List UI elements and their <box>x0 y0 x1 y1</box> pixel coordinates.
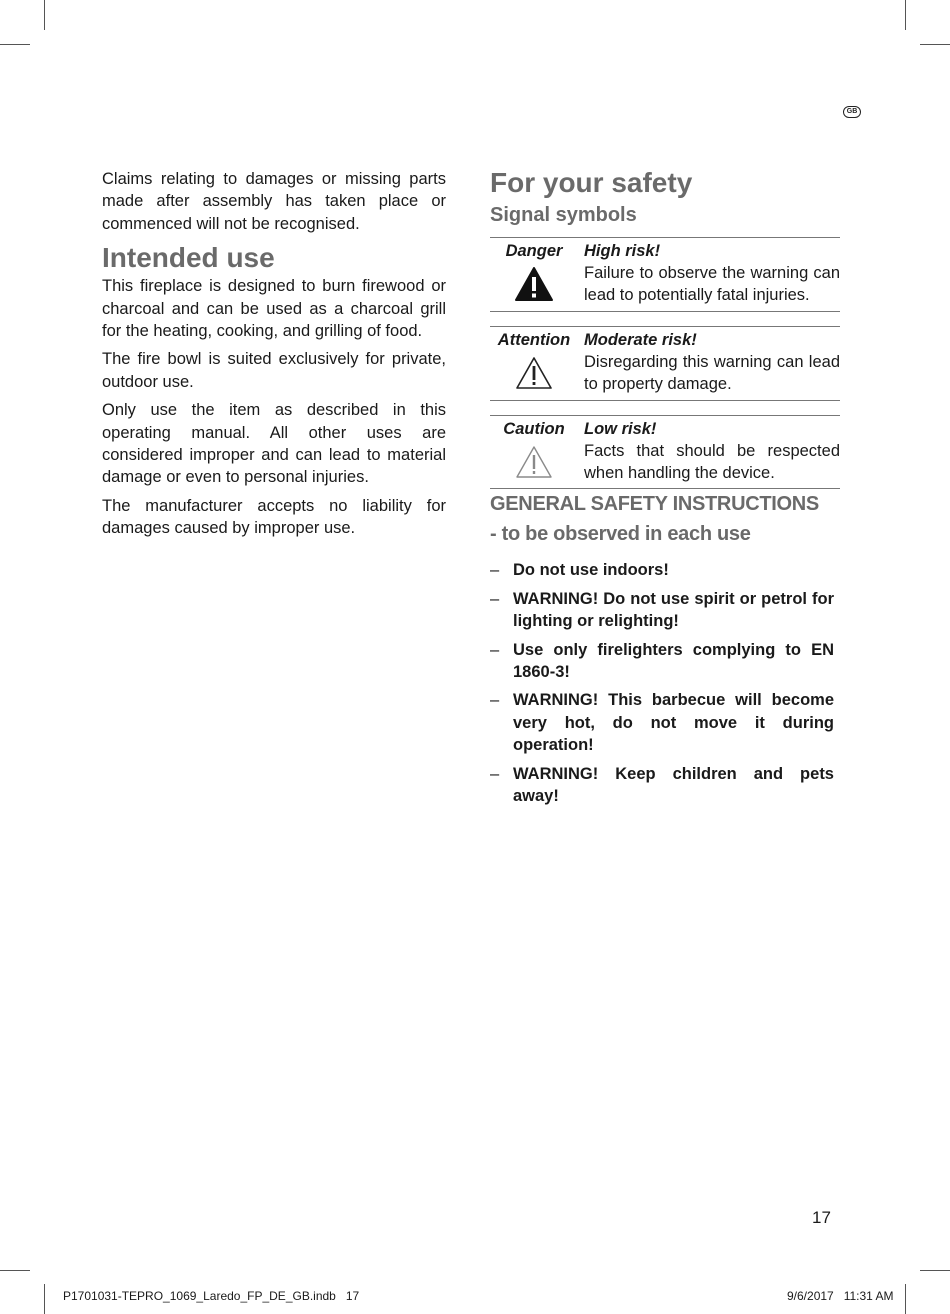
safety-instructions-list <box>490 559 834 807</box>
bullet-dash: – <box>490 764 500 783</box>
list-item: – WARNING! Keep children and pets away! <box>490 764 834 806</box>
crop-mark <box>905 0 906 30</box>
general-safety-title-line1: GENERAL SAFETY INSTRUCTIONS <box>490 493 819 516</box>
signal-risk: Moderate risk! <box>584 330 697 349</box>
list-item: – WARNING! This barbecue will become very hot, do not move it during operation! <box>490 691 834 755</box>
crop-mark <box>0 44 30 45</box>
general-safety-title <box>490 489 840 549</box>
bullet-dash: – <box>490 589 500 608</box>
signal-description: Failure to observe the warning can lead to potentially fatal injuries. <box>584 264 840 305</box>
warning-triangle-filled-icon <box>514 266 554 302</box>
intended-use-paragraph: The fire bowl is suited exclusively for private, outdoor use. <box>102 350 446 391</box>
crop-mark <box>905 1284 906 1314</box>
intended-use-paragraph: Only use the item as described in this operating manual. All other uses are considered improper and can lead to material damage or even to personal injuries. <box>102 401 446 487</box>
intended-use-title: Intended use <box>102 242 275 274</box>
claims-paragraph: Claims relating to damages or missing parts made after assembly has taken place or commenced will not be recognised. <box>102 170 446 233</box>
crop-mark <box>44 0 45 30</box>
left-column <box>102 168 446 546</box>
signal-row-caution <box>490 415 840 490</box>
right-column <box>490 166 840 814</box>
warning-triangle-light-icon <box>514 444 554 480</box>
signal-row-danger <box>490 237 840 312</box>
signal-risk: Low risk! <box>584 419 657 438</box>
signal-word: Caution <box>503 419 565 438</box>
warning-triangle-outline-icon <box>514 355 554 391</box>
language-badge: GB <box>843 106 861 118</box>
footer-file: P1701031-TEPRO_1069_Laredo_FP_DE_GB.indb 17 <box>63 1289 360 1303</box>
bullet-dash: – <box>490 640 500 659</box>
crop-mark <box>0 1270 30 1271</box>
list-item: – WARNING! Do not use spirit or petrol for lighting or relighting! <box>490 589 834 631</box>
signal-word: Danger <box>505 242 563 260</box>
crop-mark <box>44 1284 45 1314</box>
list-item: – Use only firelighters complying to EN 1860-3! <box>490 640 834 682</box>
signal-description: Facts that should be respected when handling the device. <box>584 441 840 483</box>
crop-mark <box>920 44 950 45</box>
list-item: – Do not use indoors! <box>490 559 834 581</box>
signal-symbols-table <box>490 237 840 489</box>
signal-row-attention <box>490 326 840 401</box>
bullet-dash: – <box>490 691 500 710</box>
signal-symbols-title: Signal symbols <box>490 204 637 226</box>
signal-description: Disregarding this warning can lead to property damage. <box>584 352 840 394</box>
intended-use-paragraph: The manufacturer accepts no liability for damages caused by improper use. <box>102 496 446 538</box>
bullet-dash: – <box>490 561 500 580</box>
general-safety-title-line2: - to be observed in each use <box>490 523 751 546</box>
signal-risk: High risk! <box>584 242 661 260</box>
footer-timestamp: 9/6/2017 11:31 AM <box>787 1289 894 1303</box>
safety-title: For your safety <box>490 167 693 198</box>
page-number: 17 <box>812 1208 831 1227</box>
intended-use-paragraph: This fireplace is designed to burn firewood or charcoal and can be used as a charcoal grill for the heating, cooking, and grilling of food. <box>102 277 446 341</box>
signal-word: Attention <box>497 330 571 349</box>
crop-mark <box>920 1270 950 1271</box>
